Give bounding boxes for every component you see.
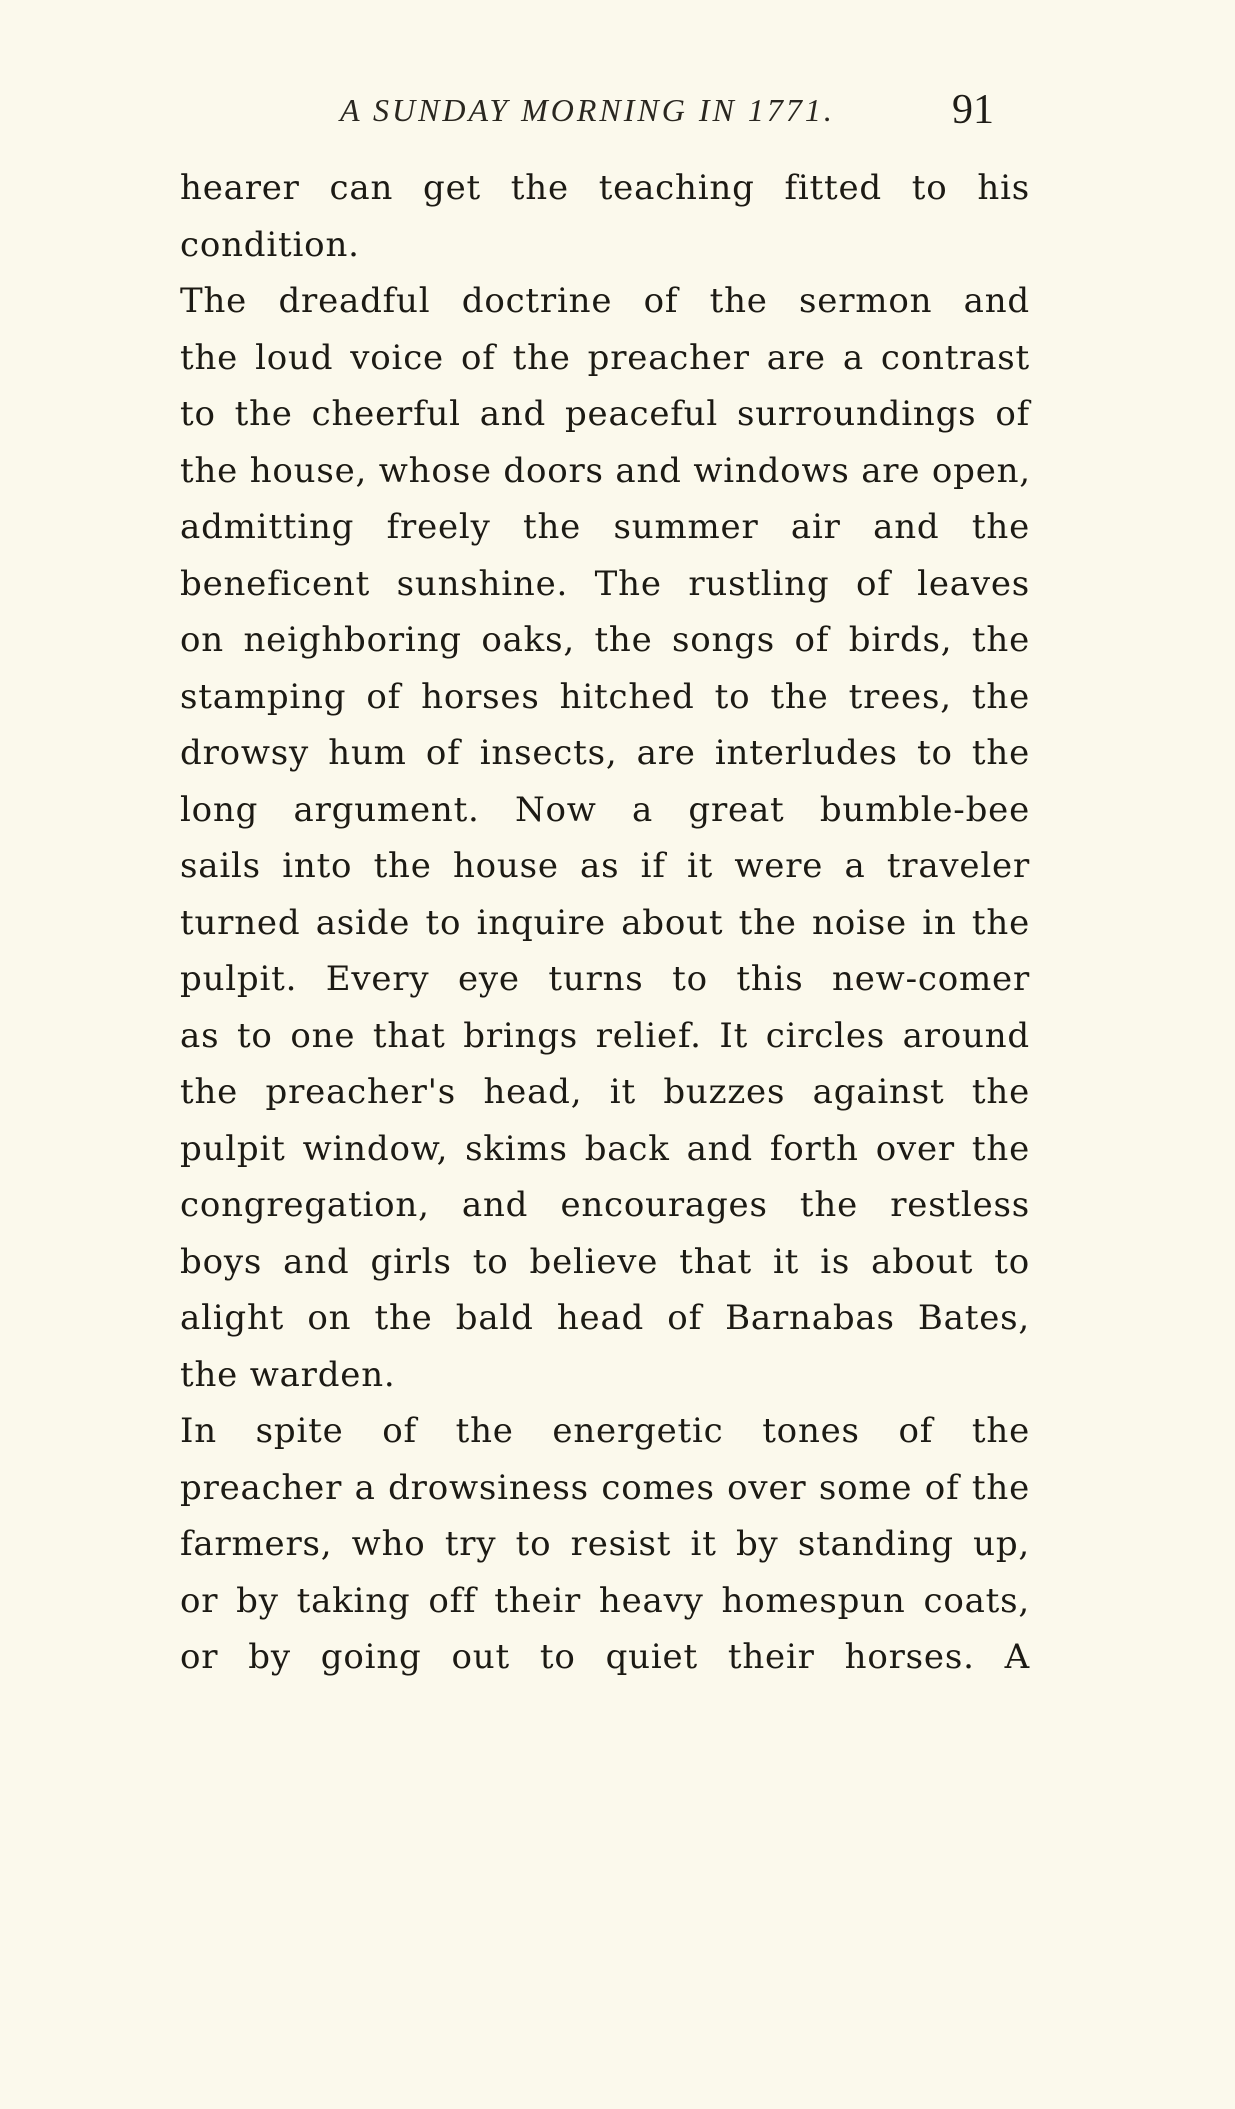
page-number: 91 bbox=[952, 87, 994, 133]
text-line: pulpit. Every eye turns to this new-comer bbox=[180, 959, 1030, 999]
text-line: turned aside to inquire about the noise in the bbox=[180, 902, 1030, 943]
running-head-title: A SUNDAY MORNING IN 1771. bbox=[340, 92, 835, 128]
text-line: farmers, who try to resist it by standing up, bbox=[180, 1524, 1030, 1564]
text-line: sails into the house as if it were a traveler bbox=[180, 846, 1030, 886]
text-line: the warden. bbox=[180, 1354, 396, 1395]
text-line: on neighboring oaks, the songs of birds, the bbox=[180, 620, 1030, 660]
text-line: to the cheerful and peaceful surroundings of bbox=[180, 394, 1030, 434]
text-line: long argument. Now a great bumble-bee bbox=[180, 789, 1030, 830]
text-line: the loud voice of the preacher are a contrast bbox=[180, 337, 1030, 378]
text-line: In spite of the energetic tones of the bbox=[180, 1411, 1030, 1451]
text-line: alight on the bald head of Barnabas Bates, bbox=[180, 1298, 1030, 1338]
text-line: or by going out to quiet their horses. A bbox=[180, 1637, 1030, 1677]
text-line: drowsy hum of insects, are interludes to the bbox=[180, 733, 1030, 773]
text-line: admitting freely the summer air and the bbox=[180, 507, 1030, 547]
text-line: preacher a drowsiness comes over some of the bbox=[180, 1467, 1030, 1508]
text-line: boys and girls to believe that it is about to bbox=[180, 1241, 1030, 1282]
text-line: the preacher's head, it buzzes against the bbox=[180, 1072, 1030, 1112]
text-line: or by taking off their heavy homespun coats, bbox=[180, 1580, 1030, 1621]
text-line: condition. bbox=[180, 224, 360, 265]
text-line: The dreadful doctrine of the sermon and bbox=[180, 281, 1030, 321]
text-line: hearer can get the teaching fitted to his bbox=[180, 168, 1030, 208]
text-line: as to one that brings relief. It circles around bbox=[180, 1015, 1030, 1056]
text-line: pulpit window, skims back and forth over the bbox=[180, 1128, 1030, 1169]
body-text bbox=[180, 160, 1030, 1686]
text-line: congregation, and encourages the restless bbox=[180, 1185, 1030, 1225]
text-line: the house, whose doors and windows are open, bbox=[180, 450, 1031, 491]
text-line: beneficent sunshine. The rustling of leaves bbox=[180, 563, 1030, 604]
text-line: stamping of horses hitched to the trees, the bbox=[180, 676, 1030, 717]
